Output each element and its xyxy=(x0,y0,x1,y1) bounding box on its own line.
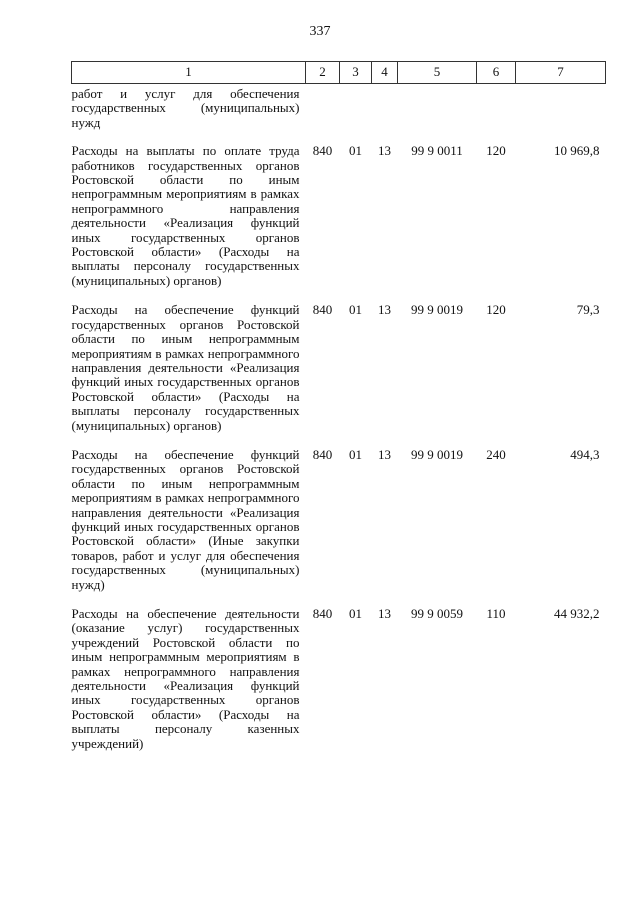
header-col-2: 2 xyxy=(306,62,340,84)
row-amount: 44 932,2 xyxy=(554,606,600,621)
row-col-4 xyxy=(372,84,398,145)
row-amount: 10 969,8 xyxy=(554,143,600,159)
row-col-4: 13 xyxy=(378,143,391,159)
row-description: Расходы на обеспечение функций государственных органов Ростовской области по иным непрограммным мероприятиям в рамках непрограммного направления деятельности «Реализация функций иных государственных органов Ростовской области» (Расходы на выплаты персоналу государственных (муниципальных) органов) xyxy=(71,302,300,433)
row-amount xyxy=(516,84,606,145)
row-col-2: 840 xyxy=(312,302,333,318)
row-col-4: 13 xyxy=(378,446,391,462)
row-col-6: 110 xyxy=(486,606,506,621)
row-col-6: 240 xyxy=(486,446,506,462)
table-row xyxy=(72,303,606,448)
row-col-5 xyxy=(398,84,477,145)
header-col-5: 5 xyxy=(398,62,477,84)
header-col-7: 7 xyxy=(516,62,606,84)
row-col-3: 01 xyxy=(349,446,362,462)
header-col-3: 3 xyxy=(340,62,372,84)
page-number: 337 xyxy=(309,24,331,39)
table-row xyxy=(72,144,606,303)
row-col-6 xyxy=(477,84,516,145)
row-description: работ и услуг для обеспечения государственных (муниципальных) нужд xyxy=(71,86,300,130)
row-col-4: 13 xyxy=(378,606,391,621)
row-description: Расходы на обеспечение деятельности (оказание услуг) государственных учреждений Ростовской области по иным непрограммным мероприятиям в рамках непрограммного направления деятельности «Реализация функций иных государственных органов Ростовской области» (Расходы на выплаты персоналу казенных учреждений) xyxy=(71,606,300,751)
row-description: Расходы на обеспечение функций государственных органов Ростовской области по иным непрограммным мероприятиям в рамках непрограммного направления деятельности «Реализация функций иных государственных органов Ростовской области» (Иные закупки товаров, работ и услуг для обеспечения государственных (муниципальных) нужд) xyxy=(71,446,300,592)
row-col-5: 99 9 0019 xyxy=(411,302,463,318)
row-col-5: 99 9 0011 xyxy=(411,143,463,159)
header-col-4: 4 xyxy=(372,62,398,84)
row-col-5: 99 9 0019 xyxy=(411,446,463,462)
header-col-1: 1 xyxy=(72,62,306,84)
row-amount: 79,3 xyxy=(576,302,600,318)
row-col-6: 120 xyxy=(486,302,506,318)
row-amount: 494,3 xyxy=(570,446,600,462)
header-col-6: 6 xyxy=(477,62,516,84)
row-col-6: 120 xyxy=(486,143,506,159)
row-col-2: 840 xyxy=(312,143,333,159)
budget-table xyxy=(71,61,606,766)
row-col-5: 99 9 0059 xyxy=(411,606,463,621)
row-col-3 xyxy=(340,84,372,145)
table-row xyxy=(72,84,606,145)
row-col-4: 13 xyxy=(378,302,391,318)
row-col-3: 01 xyxy=(349,143,362,159)
table-row xyxy=(72,607,606,766)
row-col-3: 01 xyxy=(349,606,362,621)
row-col-2 xyxy=(306,84,340,145)
table-row xyxy=(72,448,606,607)
row-col-2: 840 xyxy=(312,606,333,621)
header-row xyxy=(72,62,606,84)
row-description: Расходы на выплаты по оплате труда работников государственных органов Ростовской области по иным непрограммным мероприятиям в рамках непрограммного направления деятельности «Реализация функций иных государственных органов Ростовской области» (Расходы на выплаты персоналу государственных (муниципальных) органов) xyxy=(71,143,300,288)
row-col-3: 01 xyxy=(349,302,362,318)
row-col-2: 840 xyxy=(312,446,333,462)
